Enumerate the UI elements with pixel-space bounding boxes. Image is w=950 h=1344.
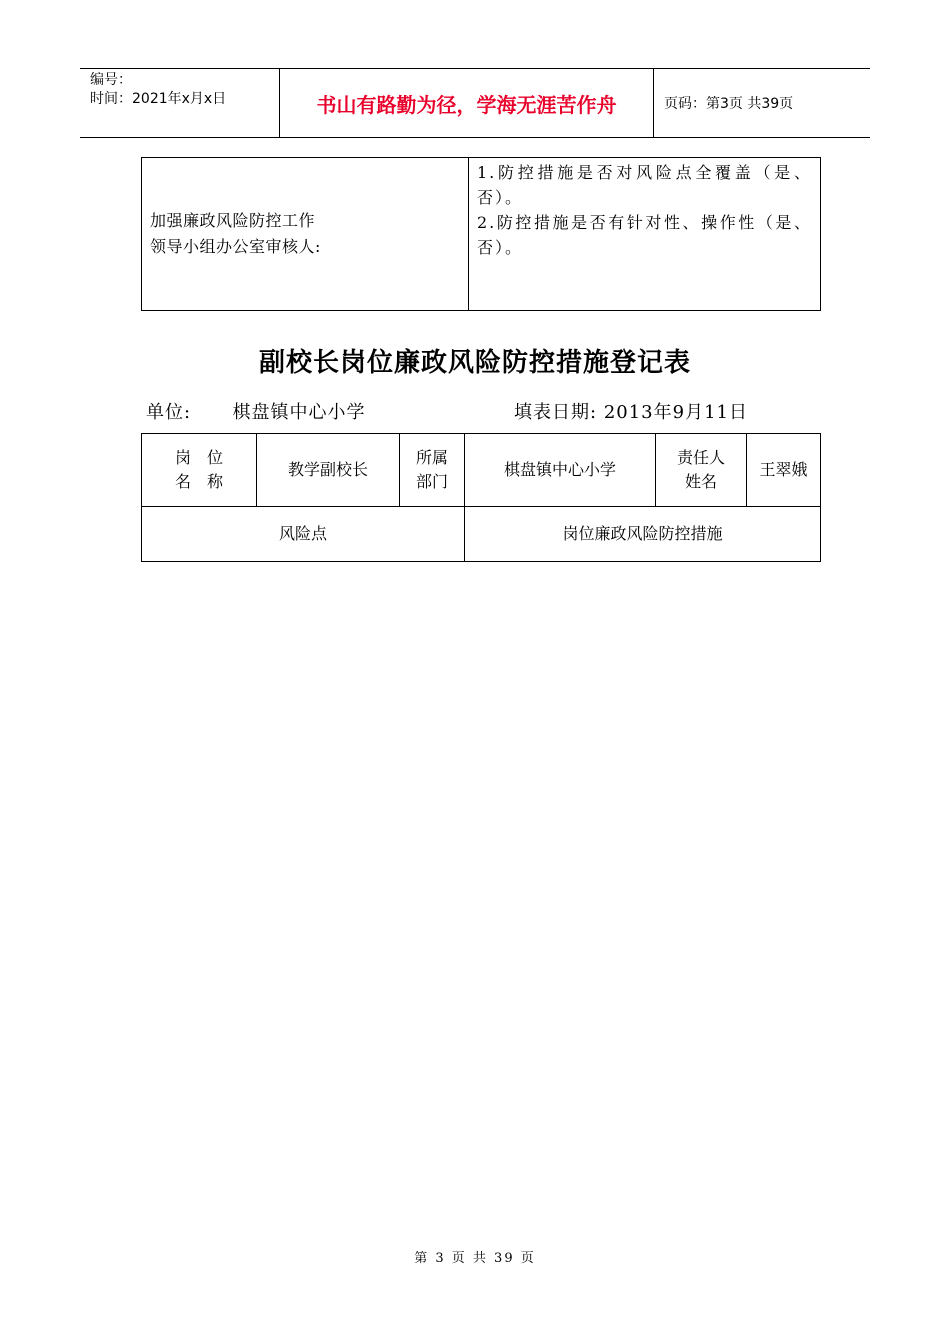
review-item-1: 1.防控措施是否对风险点全覆盖（是、否）。	[477, 163, 812, 207]
date-line	[514, 398, 748, 424]
measure-header-cell: 岗位廉政风险防控措施	[465, 507, 821, 562]
review-table	[141, 157, 821, 311]
table-row	[142, 507, 821, 562]
post-label-2: 名 称	[174, 472, 223, 491]
review-items-cell	[469, 158, 821, 311]
person-label-1: 责任人	[676, 448, 725, 467]
header-page-label: 页码：第3页 共39页	[664, 96, 794, 112]
table-row	[142, 434, 821, 507]
date-value: 2013年9月11日	[603, 402, 748, 423]
header-motto: 书山有路勤为径，学海无涯苦作舟	[280, 69, 654, 137]
unit-line	[146, 398, 366, 424]
unit-label: 单位:	[146, 402, 192, 423]
unit-value: 棋盘镇中心小学	[232, 402, 366, 423]
info-table	[141, 433, 821, 562]
time-label: 时间：2021年x月x日	[90, 91, 227, 107]
post-label-cell	[142, 434, 257, 507]
post-value-cell: 教学副校长	[257, 434, 400, 507]
reviewer-line-2: 领导小组办公室审核人:	[150, 237, 321, 256]
page-footer: 第 3 页 共 39 页	[414, 1251, 536, 1266]
person-label-2: 姓名	[684, 472, 717, 491]
reviewer-cell	[142, 158, 469, 311]
header-meta	[80, 69, 280, 137]
dept-label-1: 所属	[415, 448, 448, 467]
risk-header-cell: 风险点	[142, 507, 465, 562]
date-label: 填表日期:	[514, 402, 598, 423]
form-title: 副校长岗位廉政风险防控措施登记表	[258, 348, 691, 378]
person-label-cell	[656, 434, 747, 507]
post-label-1: 岗 位	[174, 448, 223, 467]
reviewer-line-1: 加强廉政风险防控工作	[150, 211, 316, 230]
dept-label-2: 部门	[415, 472, 448, 491]
dept-label-cell	[400, 434, 465, 507]
number-label: 编号：	[90, 72, 132, 88]
review-item-2: 2.防控措施是否有针对性、操作性（是、否）。	[477, 213, 812, 257]
dept-value-cell: 棋盘镇中心小学	[465, 434, 656, 507]
person-value-cell: 王翠娥	[747, 434, 821, 507]
page-header	[80, 68, 870, 138]
